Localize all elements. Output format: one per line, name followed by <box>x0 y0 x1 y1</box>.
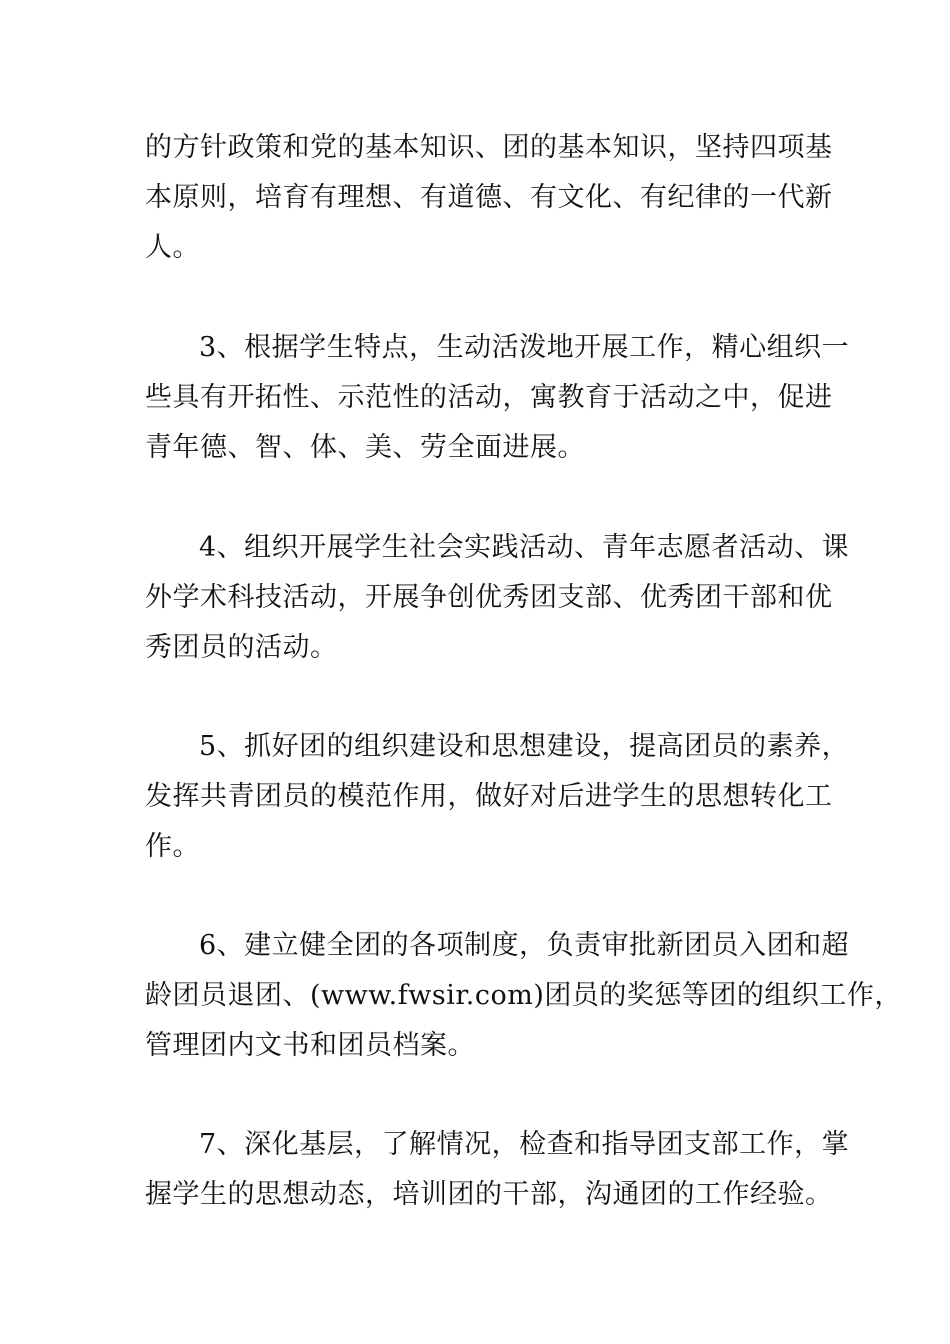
paragraph-line: 握学生的思想动态，培训团的干部，沟通团的工作经验。 <box>145 1179 833 1210</box>
paragraph-item-6 <box>145 921 902 1071</box>
paragraph-line: 本原则，培育有理想、有道德、有文化、有纪律的一代新 <box>145 182 833 213</box>
paragraph-line: 人。 <box>145 232 200 263</box>
paragraph-line: 青年德、智、体、美、劳全面进展。 <box>145 432 585 463</box>
paragraph-item-3 <box>145 323 850 473</box>
paragraph-line: 3、根据学生特点，生动活泼地开展工作，精心组织一 <box>199 332 850 363</box>
paragraph-line: 4、组织开展学生社会实践活动、青年志愿者活动、课 <box>199 532 850 563</box>
paragraph-continuation <box>145 123 835 273</box>
paragraph-line: 管理团内文书和团员档案。 <box>145 1030 475 1061</box>
paragraph-line: 5、抓好团的组织建设和思想建设，提高团员的素养， <box>199 731 850 762</box>
paragraph-item-4 <box>145 523 850 673</box>
paragraph-line: 龄团员退团、(www.fwsir.com)团员的奖惩等团的组织工作， <box>145 980 902 1011</box>
paragraph-line: 7、深化基层，了解情况，检查和指导团支部工作，掌 <box>199 1129 850 1160</box>
paragraph-line: 秀团员的活动。 <box>145 632 338 663</box>
paragraph-item-7 <box>145 1120 850 1220</box>
paragraph-line: 6、建立健全团的各项制度，负责审批新团员入团和超 <box>199 930 850 961</box>
paragraph-line: 些具有开拓性、示范性的活动，寓教育于活动之中，促进 <box>145 382 833 413</box>
paragraph-line: 外学术科技活动，开展争创优秀团支部、优秀团干部和优 <box>145 582 833 613</box>
paragraph-line: 作。 <box>145 831 200 862</box>
paragraph-item-5 <box>145 722 850 872</box>
paragraph-line: 发挥共青团员的模范作用，做好对后进学生的思想转化工 <box>145 781 833 812</box>
paragraph-line: 的方针政策和党的基本知识、团的基本知识，坚持四项基 <box>145 132 833 163</box>
